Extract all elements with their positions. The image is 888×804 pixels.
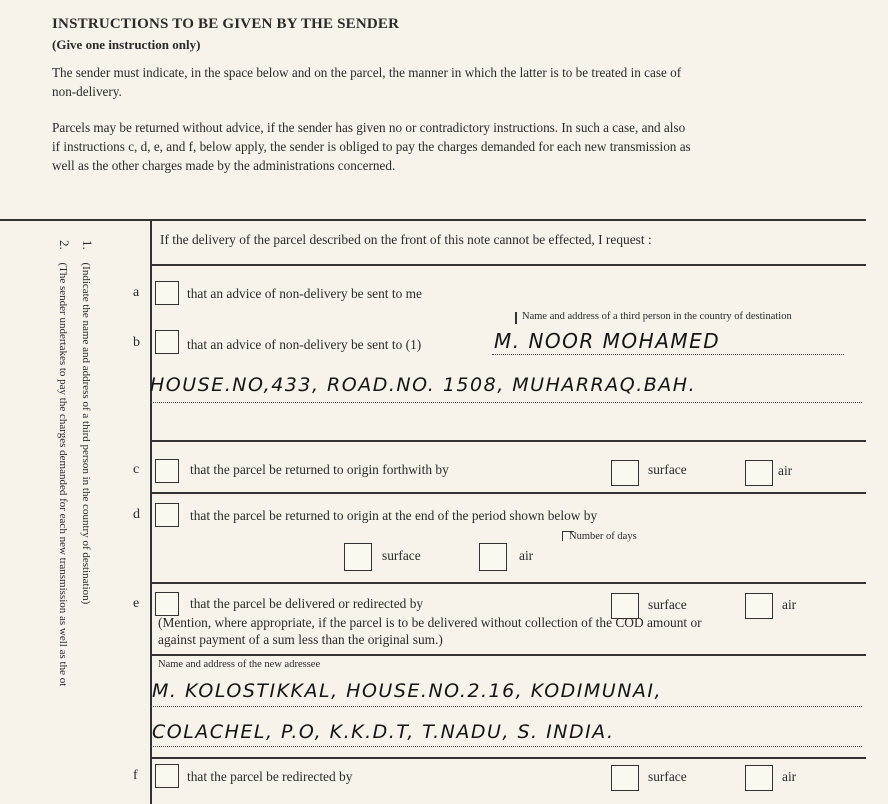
page-subtitle: (Give one instruction only) (52, 37, 201, 52)
handwritten-third-person-address: HOUSE.NO,433, ROAD.NO. 1508, MUHARRAQ.BAH. (150, 374, 697, 396)
form-intro: If the delivery of the parcel described on the front of this note cannot be effected, I request : (160, 232, 652, 247)
row-divider (150, 264, 866, 266)
side-note-2 (56, 240, 72, 686)
number-of-days-label: Number of days (569, 531, 637, 542)
instruction-paragraph-1 (52, 63, 872, 101)
option-a-letter: a (133, 285, 140, 300)
side-note-2-number: 2. (57, 240, 72, 250)
option-a-label: that an advice of non-delivery be sent to me (187, 286, 422, 301)
label-tick (515, 312, 517, 324)
option-e-mention-line2: against payment of a sum less than the original sum.) (158, 632, 443, 647)
row-divider (150, 440, 866, 442)
new-addressee-label: Name and address of the new adressee (158, 659, 321, 670)
label-tick (562, 531, 563, 541)
row-divider (150, 492, 866, 494)
paragraph-line: The sender must indicate, in the space below and on the parcel, the manner in which the latter is to be treated in case of (52, 65, 682, 80)
paragraph-line: Parcels may be returned without advice, if the sender has given no or contradictory instructions. In such a case, and also (52, 120, 686, 135)
option-d-letter: d (133, 507, 140, 522)
option-a-checkbox[interactable] (155, 281, 179, 305)
row-divider (150, 654, 866, 656)
fill-line (150, 402, 862, 403)
option-e-surface-label: surface (648, 597, 687, 612)
option-d-label: that the parcel be returned to origin at the end of the period shown below by (190, 508, 598, 523)
side-note-2-text: (The sender undertakes to pay the charges demanded for each new transmission as well as the ot (57, 262, 69, 687)
option-c-label: that the parcel be returned to origin forthwith by (190, 462, 449, 477)
option-c-surface-checkbox[interactable] (611, 460, 639, 486)
option-f-checkbox[interactable] (155, 764, 179, 788)
fill-line (150, 706, 862, 707)
option-e-mention-line1: (Mention, where appropriate, if the parcel is to be delivered without collection of the COD amount or (158, 615, 702, 630)
option-e-label: that the parcel be delivered or redirected by (190, 596, 424, 611)
option-e-letter: e (133, 596, 140, 611)
fill-line (492, 354, 844, 355)
table-column-divider (150, 219, 152, 804)
option-b-checkbox[interactable] (155, 330, 179, 354)
page-title: INSTRUCTIONS TO BE GIVEN BY THE SENDER (52, 16, 400, 32)
option-b-letter: b (133, 335, 140, 350)
handwritten-new-addressee-line1: M. KOLOSTIKKAL, HOUSE.NO.2.16, KODIMUNAI, (152, 680, 663, 702)
row-divider (150, 582, 866, 584)
option-f-label: that the parcel be redirected by (187, 769, 353, 784)
option-f-surface-label: surface (648, 769, 687, 784)
handwritten-third-person-name: M. NOOR MOHAMED (494, 329, 721, 353)
option-d-checkbox[interactable] (155, 503, 179, 527)
option-e-air-checkbox[interactable] (745, 593, 773, 619)
row-divider (150, 757, 866, 759)
paragraph-line: non-delivery. (52, 84, 122, 99)
option-c-checkbox[interactable] (155, 459, 179, 483)
option-b-label: that an advice of non-delivery be sent to (1) (187, 337, 422, 352)
option-c-surface-label: surface (648, 462, 687, 477)
paragraph-line: if instructions c, d, e, and f, below apply, the sender is obliged to pay the charges demanded for each new transmission as (52, 139, 691, 154)
third-person-label: Name and address of a third person in the country of destination (522, 311, 792, 322)
side-note-1-number: 1. (80, 240, 95, 250)
option-d-surface-checkbox[interactable] (344, 543, 372, 571)
option-c-letter: c (133, 462, 140, 477)
side-note-1 (79, 240, 95, 604)
paragraph-line: well as the other charges made by the administrations concerned. (52, 158, 396, 173)
option-f-air-label: air (782, 769, 797, 784)
option-f-surface-checkbox[interactable] (611, 765, 639, 791)
option-c-air-checkbox[interactable] (745, 460, 773, 486)
handwritten-new-addressee-line2: COLACHEL, P.O, K.K.D.T, T.NADU, S. INDIA. (152, 721, 615, 743)
option-d-air-label: air (519, 548, 534, 563)
instruction-paragraph-2 (52, 118, 872, 175)
option-c-air-label: air (778, 463, 793, 478)
option-d-surface-label: surface (382, 548, 421, 563)
table-top-border (0, 219, 866, 221)
side-note-1-text: (Indicate the name and address of a third person in the country of destination) (80, 262, 92, 605)
option-e-checkbox[interactable] (155, 592, 179, 616)
option-f-letter: f (133, 768, 138, 783)
option-f-air-checkbox[interactable] (745, 765, 773, 791)
option-d-air-checkbox[interactable] (479, 543, 507, 571)
option-e-air-label: air (782, 597, 797, 612)
fill-line (150, 746, 862, 747)
